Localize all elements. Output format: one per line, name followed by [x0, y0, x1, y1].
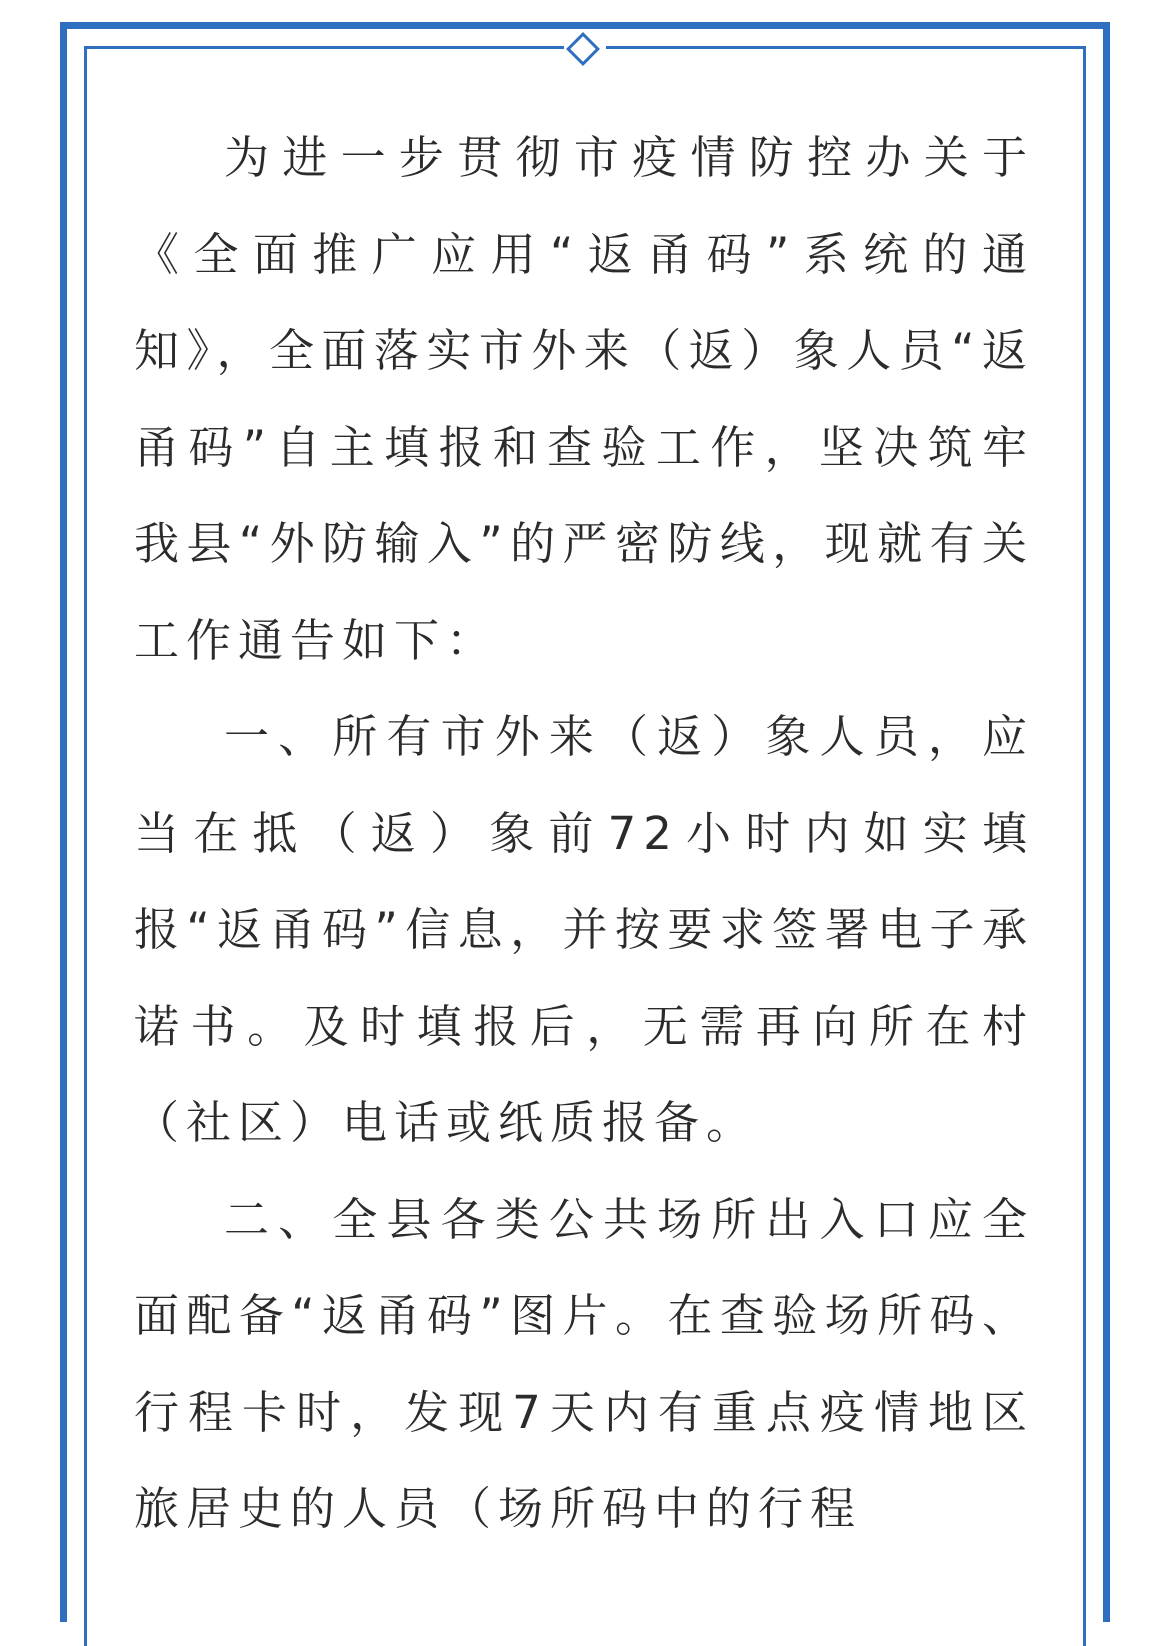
paragraph-item-2: 二、全县各类公共场所出入口应全面配备“返甬码”图片。在查验场所码、行程卡时，发现7天内有重点疫情地区旅居史的人员（场所码中的行程 — [134, 1192, 1034, 1535]
paragraph-intro: 为进一步贯彻市疫情防控办关于《全面推广应用“返甬码”系统的通知》，全面落实市外来（返）象人员“返甬码”自主填报和查验工作，坚决筑牢我县“外防输入”的严密防线，现就有关工作通告如下： — [134, 131, 1034, 667]
paragraph-item-1: 一、所有市外来（返）象人员，应当在抵（返）象前72小时内如实填报“返甬码”信息，并按要求签署电子承诺书。及时填报后，无需再向所在村（社区）电话或纸质报备。 — [134, 710, 1034, 1149]
notice-body — [134, 110, 1034, 1558]
diamond-ornament-icon — [566, 32, 600, 66]
frame-ornament — [564, 30, 606, 72]
